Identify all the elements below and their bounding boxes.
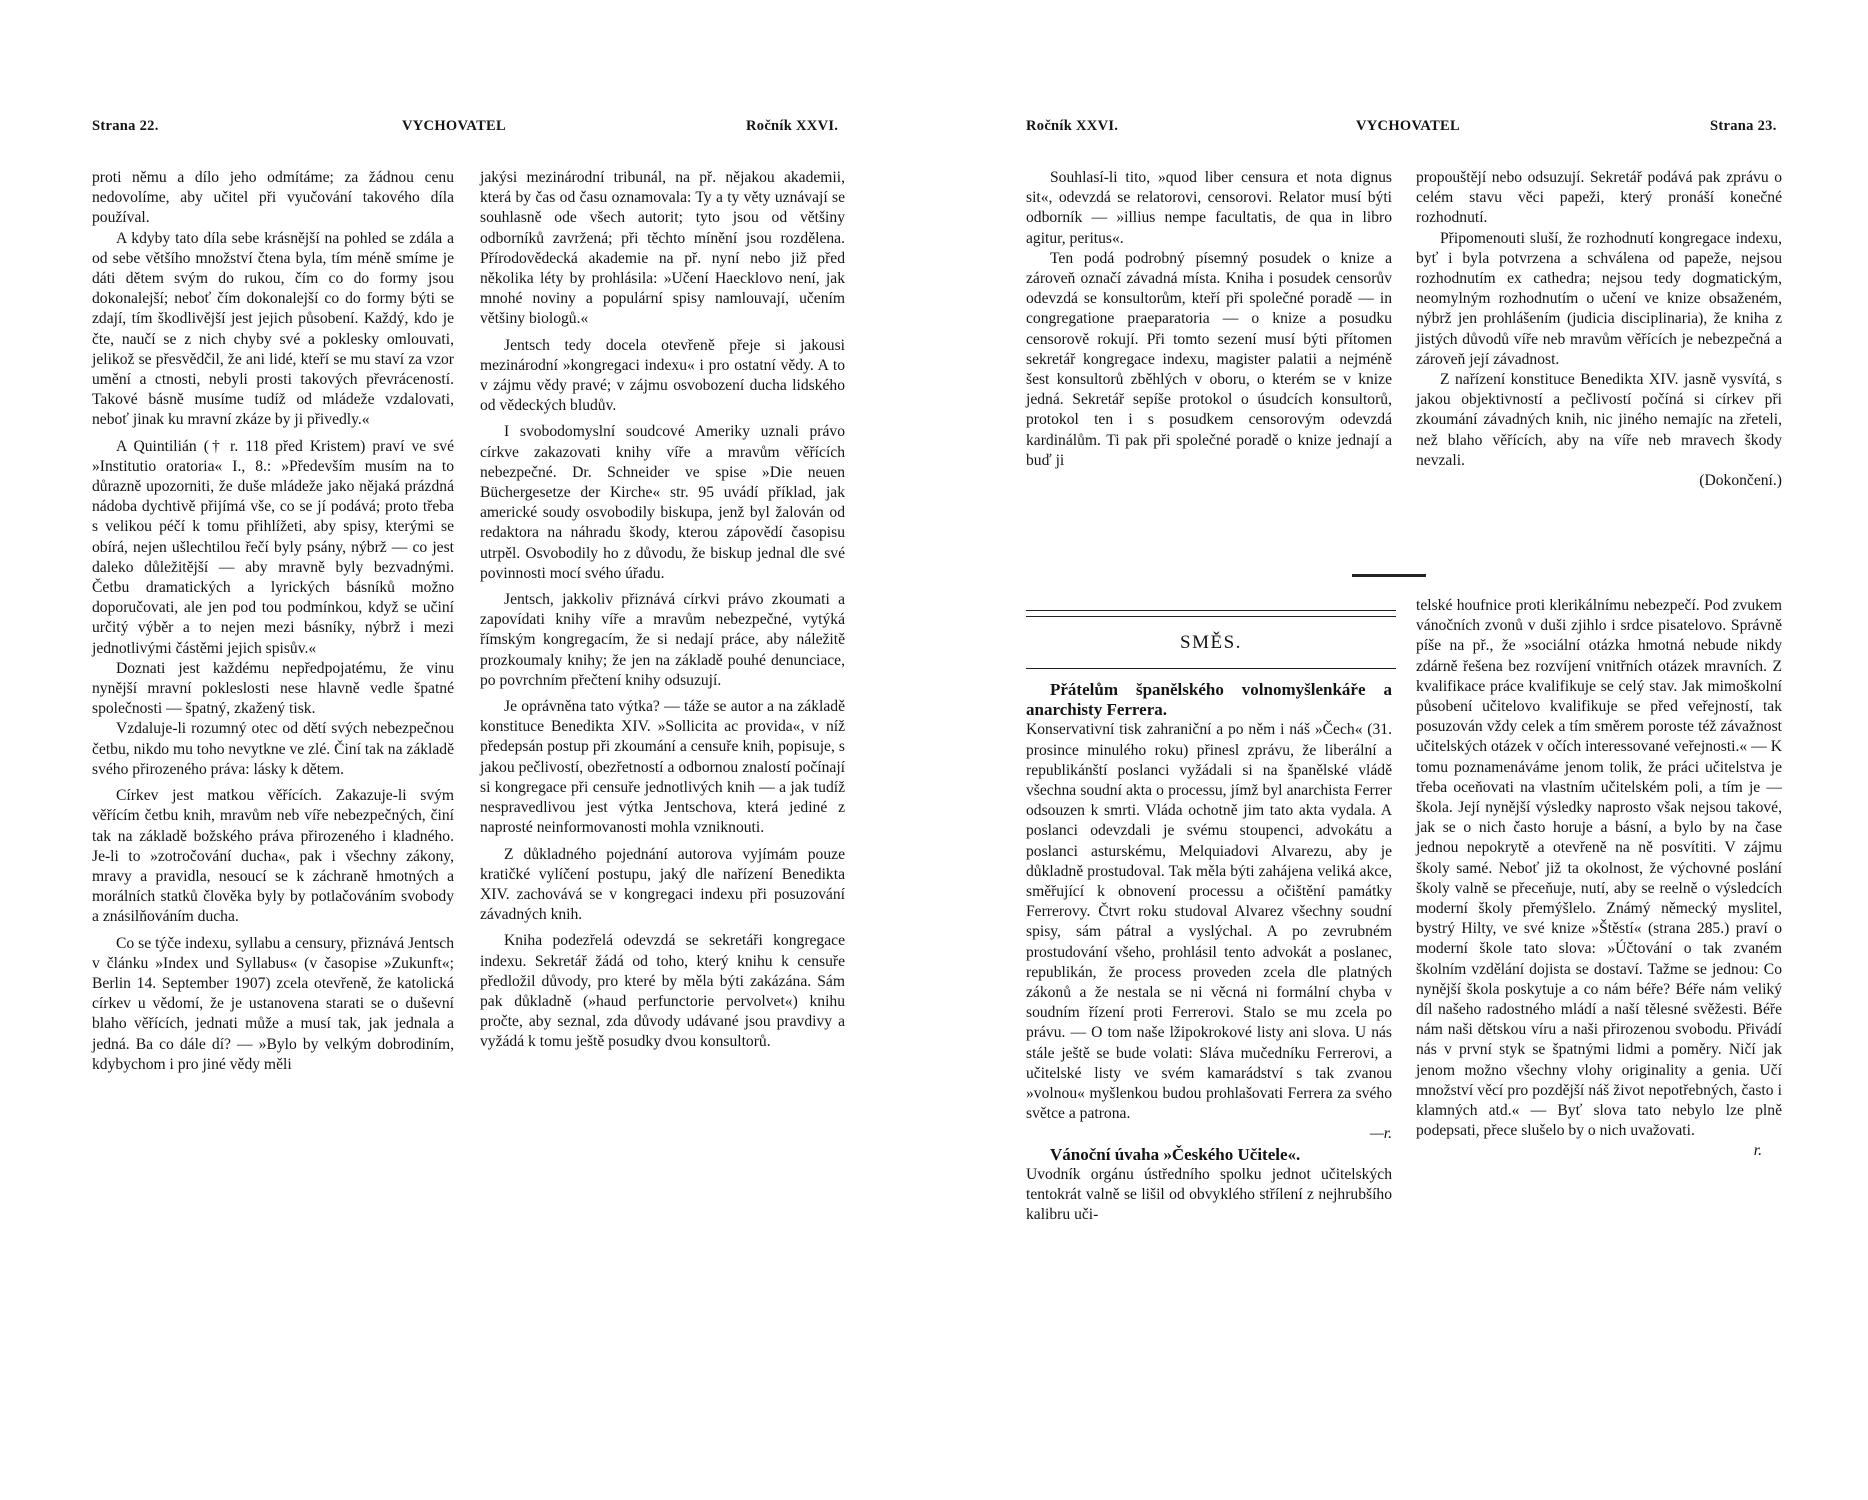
paragraph: propouštějí nebo odsuzují. Sekretář podává pak zprávu o celém stavu věci papeži, který pronáší konečné rozhodnutí. <box>1416 169 1782 227</box>
paragraph: telské houfnice proti klerikálnímu nebezpečí. Pod zvukem vánočních zvonů v duši zjihlo i srdce pisatelovo. Správně píše na př., že »sociální otázka hmotná nebude nikdy zdárně řešena bez rozvíjení vnitřních otázek mravních. Z kvalifikace práce kvalifikuje se celý stav. Jak mimoškolní působení učitelovo kvalifikuje se před veřejností, tak posuzován vždy celek a tím směrem poroste též závažnost učitelských otázek v očích interessované veřejnosti.« — K tomu poznamenáváme jenom tolik, že práci učitelstva je třeba oceňovati na vlastním učitelském poli, a tím je — škola. Její nynější výsledky naprosto však nejsou takové, jak se o nich často horuje a básní, a bylo by na čase jednou nepokrytě a otevřeně na ně posvítiti. V zájmu školy samé. Neboť již ta okolnost, že výchovné poslání školy valně se přeceňuje, nutí, aby se reelně o výsledcích moderní školy přemýšlelo. Známý německý myslitel, bystrý Hilty, ve své knize »Štěstí« (strana 285.) praví o moderní škole tato slova: »Účtování o tak zvaném školním vzdělání dojista se dostaví. Tažme se jednou: Co nynější škola poskytuje a co nám béře? Béře nám veliký díl našeho radostného mládí a naší tělesné svěžesti. Béře nám naši dětskou víru a naši přirozenou svobodu. Přivádí nás v první styk se špatnými lidmi a poměry. Ničí jak jenom možno všechny vlohy originality a genia. Učí množství věcí pro pozdější náš život nepotřebných, často i klamných atd.« — Byť slova tato nebylo lze plně podepsati, přece slušelo by o nich uvažovati. <box>1416 597 1782 1140</box>
paragraph: Z důkladného pojednání autorova vyjímám pouze kratičké vylíčení postupu, jaký dle nařízení Benedikta XIV. zachovává se v kongregaci indexu při posuzování závadných knih. <box>480 845 845 924</box>
continuation-note: (Dokončení.) <box>1699 472 1782 490</box>
paragraph: I svobodomyslní soudcové Ameriky uznali právo církve zakazovati knihy víře a mravům věřících nebezpečné. Dr. Schneider ve spise »Die neuen Büchergesetze der Kirche« str. 95 uvádí příklad, jak americké soudy osvobodily biskupa, jenž byl žalován od redaktora na náhradu škody, kterou zápovědí časopisu utrpěl. Osvobodily ho z důvodu, že biskup jednal dle své povinnosti mocí svého úřadu. <box>480 423 845 582</box>
left-page-number: Strana 22. <box>92 118 159 134</box>
paragraph: Z nařízení konstituce Benedikta XIV. jasně vysvítá, s jakou objektivností a pečlivostí počíná si církev při zkoumání závadných knih, nic jiného nemajíc na zřeteli, než blaho věřících, aby na víře neb mravech škody nevzali. <box>1416 371 1782 469</box>
paragraph: Kniha podezřelá odevzdá se sekretáři kongregace indexu. Sekretář žádá od toho, který knihu k censuře předložil důvody, pro které by měla býti zakázána. Sám pak důkladně (»haud perfunctorie pervolvet«) knihu pročte, aby seznal, zda důvody udávané jsou pravdivy a vyžádá k tomu ještě posudky dvou konsultorů. <box>480 932 845 1051</box>
right-page-number: Strana 23. <box>1710 118 1777 134</box>
paragraph: Vzdaluje-li rozumný otec od dětí svých nebezpečnou četbu, nikdo mu toho nevytkne ve zlé. Činí tak na základě svého přirozeného práva: lásky k dětem. <box>92 720 455 778</box>
paragraph: Doznati jest každému nepředpojatému, že vinu nynější mravní pokleslosti nese hlavně vedle špatné společnosti — špatný, zkažený tisk. <box>92 659 454 718</box>
article-heading: Vánoční úvaha »Českého Učitele«. <box>1050 1144 1301 1164</box>
author-signature: —r. <box>1369 1125 1392 1143</box>
section-rule-bottom <box>1026 668 1396 669</box>
paragraph: Církev jest matkou věřících. Zakazuje-li svým věřícím četbu knih, mravům neb víře nebezpečných, činí tak na základě božského práva přirozeného i kladného. Je-li to »zotročování ducha«, pak i všechny zákony, mravy a pravidla, nesoucí se k záchraně hmotných a morálních statků člověka byly by potlačováním svobody a znásilňováním ducha. <box>92 787 454 926</box>
right-column-2 <box>1416 168 1782 491</box>
author-signature: r. <box>1753 1142 1762 1160</box>
right-column-1 <box>1026 168 1392 471</box>
section-rule-top <box>1026 610 1396 611</box>
left-column-2 <box>480 168 845 1053</box>
right-journal-title: VYCHOVATEL <box>1356 118 1460 134</box>
paragraph: Jentsch, jakkoliv přiznává církvi právo zkoumati a zapovídati knihy víře a mravům nebezpečné, vytýká římským kongregacím, že si nedají práce, aby náležitě prozkoumaly knihy; že jen na základě pouhé denunciace, po povrchním přečtení knihy odsuzují. <box>480 591 845 689</box>
right-volume: Ročník XXVI. <box>1026 118 1119 134</box>
paragraph: Připomenouti sluší, že rozhodnutí kongregace indexu, byť i byla potvrzena a schválena od papeže, nejsou rozhodnutím ex cathedra; nejsou tedy dogmatickým, neomylným rozhodnutím o učení ve knize obsaženém, nýbrž jen prohlášením (judicia disciplinaria), že kniha z jistých důvodů víře neb mravům věřících je nebezpečná a zároveň její závadnost. <box>1416 229 1782 368</box>
article-end-divider <box>1352 574 1426 577</box>
left-journal-title: VYCHOVATEL <box>402 118 506 134</box>
left-volume: Ročník XXVI. <box>746 118 839 134</box>
paragraph: Co se týče indexu, syllabu a censury, přiznává Jentsch v článku »Index und Syllabus« (v časopise »Zukunft«; Berlin 14. September 1907) zcela otevřeně, že katolická církev u vědomí, že je ustanovena starati se o duševní blaho věřících, jednati může a musí tak, jak jednala a jedná. Ba co dále dí? — »Bylo by velkým dobrodiním, kdybychom i pro jiné vědy měli <box>92 934 454 1073</box>
left-column-1 <box>92 168 454 1075</box>
paragraph: Ten podá podrobný písemný posudek o knize a zároveň označí závadná místa. Kniha i posudek censorův odevzdá se konsultorům, kteří při společné poradě — in congregatione praeparatoria — o knize a posudku censorově rokují. Při tomto sezení musí býti přítomen sekretář kongregace indexu, magister palatii a nejméně šest konsultorů zběhlých v oboru, o kterém se v knize jedná. Sekretář sepíše protokol o úsudcích konsultorů, protokol ten i s posudkem censorovým odevzdá kardinálům. Ti pak při společné poradě o knize jednají a buď ji <box>1026 249 1392 469</box>
paragraph: Konservativní tisk zahraniční a po něm i náš »Čech« (31. prosince minulého roku) přinesl zprávu, že liberální a republikánští poslanci vyžádali si na španělské vládě všechna soudní akta o processu, jímž byl anarchista Ferrer odsouzen k smrti. Vláda ochotně jim tato akta vydala. A poslanci odevzdali je svému stoupenci, advokátu a poslanci asturskému, Melquiadovi Alvarezu, aby je důkladně prostudoval. Tak měla býti zahájena veliká akce, směřující k obnovení processu a očištění památky Ferrerovy. Čtvrt roku studoval Alvarez všechny soudní spisy, sám pátral a vyslýchal. A po zevrubném prostudování všeho, prohlásil tento advokát a poslanec, republikán, že process proveden zcela dle platných zákonů a že nestala se ni věcná ni formální chyba v soudním řízení proti Ferrerovi. Stalo se mu zcela po právu. — O tom naše lžipokrokové listy ani slova. U nás stále ještě se bude volati: Sláva mučedníku Ferrerovi, a učitelské listy ve svém kamarádství s tak zvanou »volnou« myšlenkou budou prohlašovati Ferrera za svého světce a patrona. <box>1026 721 1392 1123</box>
paragraph: A Quintilián († r. 118 před Kristem) praví ve své »Institutio oratoria« I., 8.: »Především musím na to důrazně upozorniti, že duše mládeže jako nějaká prázdná nádoba dychtivě přijímá vše, co se jí podává; proto třeba s velikou péčí k tomu přihlížeti, aby spisy, kterými se obírá, nejen ušlechtilou řečí byly psány, nýbrž — co jest daleko důležitější — aby mravně byly bezvadnými. Četbu dramatických a lyrických básníků možno doporučovati, ale jen pod tou podmínkou, když se učiní určitý výběr a to nejen mezi básníky, nýbrž i mezi jednotlivými částěmi jejich spisův.« <box>92 437 454 657</box>
paragraph: Je oprávněna tato výtka? — táže se autor a na základě konstituce Benedikta XIV. »Sollicita ac provida«, v níž předepsán postup při zkoumání a censuře knih, popisuje, s jakou pečlivostí, obezřetností a odbornou znalostí počínají si kongregace při censuře jednotlivých knih — a jak tudíž nespravedlivou jest výtka Jentschova, která jediné z naprosté neinformovanosti mohla vzniknouti. <box>480 698 845 837</box>
paragraph: jakýsi mezinárodní tribunál, na př. nějakou akademii, která by čas od času oznamovala: Ty a ty věty uznávají se souhlasně ode všech autorit; tyto jsou od většiny odborníků zavržená; při těchto mínění jsou rozdělena. Přírodovědecká akademie na př. nyní nebo již před několika léty by prohlásila: »Učení Haecklovo není, jak mnohé noviny a populární spisy namlouvají, učením většiny biologů.« <box>480 169 845 328</box>
article-heading: Přátelům španělského volnomyšlenkáře a anarchisty Ferrera. <box>1026 680 1392 720</box>
section-rule-top-2 <box>1026 616 1396 617</box>
paragraph: Jentsch tedy docela otevřeně přeje si jakousi mezinárodní »kongregaci indexu« i pro ostatní vědy. A to v zájmu vědy pravé; v zájmu osvobození ducha lidského od vědeckých bludův. <box>480 336 845 415</box>
paragraph: Uvodník orgánu ústředního spolku jednot učitelských tentokrát valně se lišil od obvyklého střílení z nejhrubšího kalibru uči- <box>1026 1165 1392 1224</box>
section-title: SMĚS. <box>1180 632 1242 653</box>
right-column-3 <box>1026 680 1392 1225</box>
paragraph: Souhlasí-li tito, »quod liber censura et nota dignus sit«, odevzdá se relatorovi, censorovi. Relator musí býti odborník — »illius nempe facultatis, de qua in libro agitur, peritus«. <box>1026 169 1392 247</box>
right-column-4 <box>1416 596 1782 1162</box>
paragraph: proti němu a dílo jeho odmítáme; za žádnou cenu nedovolíme, aby učitel při vyučování takového díla používal. <box>92 169 454 227</box>
paragraph: A kdyby tato díla sebe krásnější na pohled se zdála a od sebe většího množství čtena byla, tím méně smíme je dáti dětem svým do rukou, čím co do formy jsou dokonalejší; neboť čím dokonalejší co do formy býti se zdají, tím škodlivější jest jejich působení. Každý, kdo je čte, naučí se z nich chyby své a poklesky omlouvati, jelikož se přesvědčil, že ani lidé, kteří se mu staví za vzor umění a ctnosti, nebyli prosti takových převráceností. Takové básně musíme tudíž od mládeže vzdalovati, neboť jinak ku mravní zkáze by ji přivedly.« <box>92 229 454 429</box>
